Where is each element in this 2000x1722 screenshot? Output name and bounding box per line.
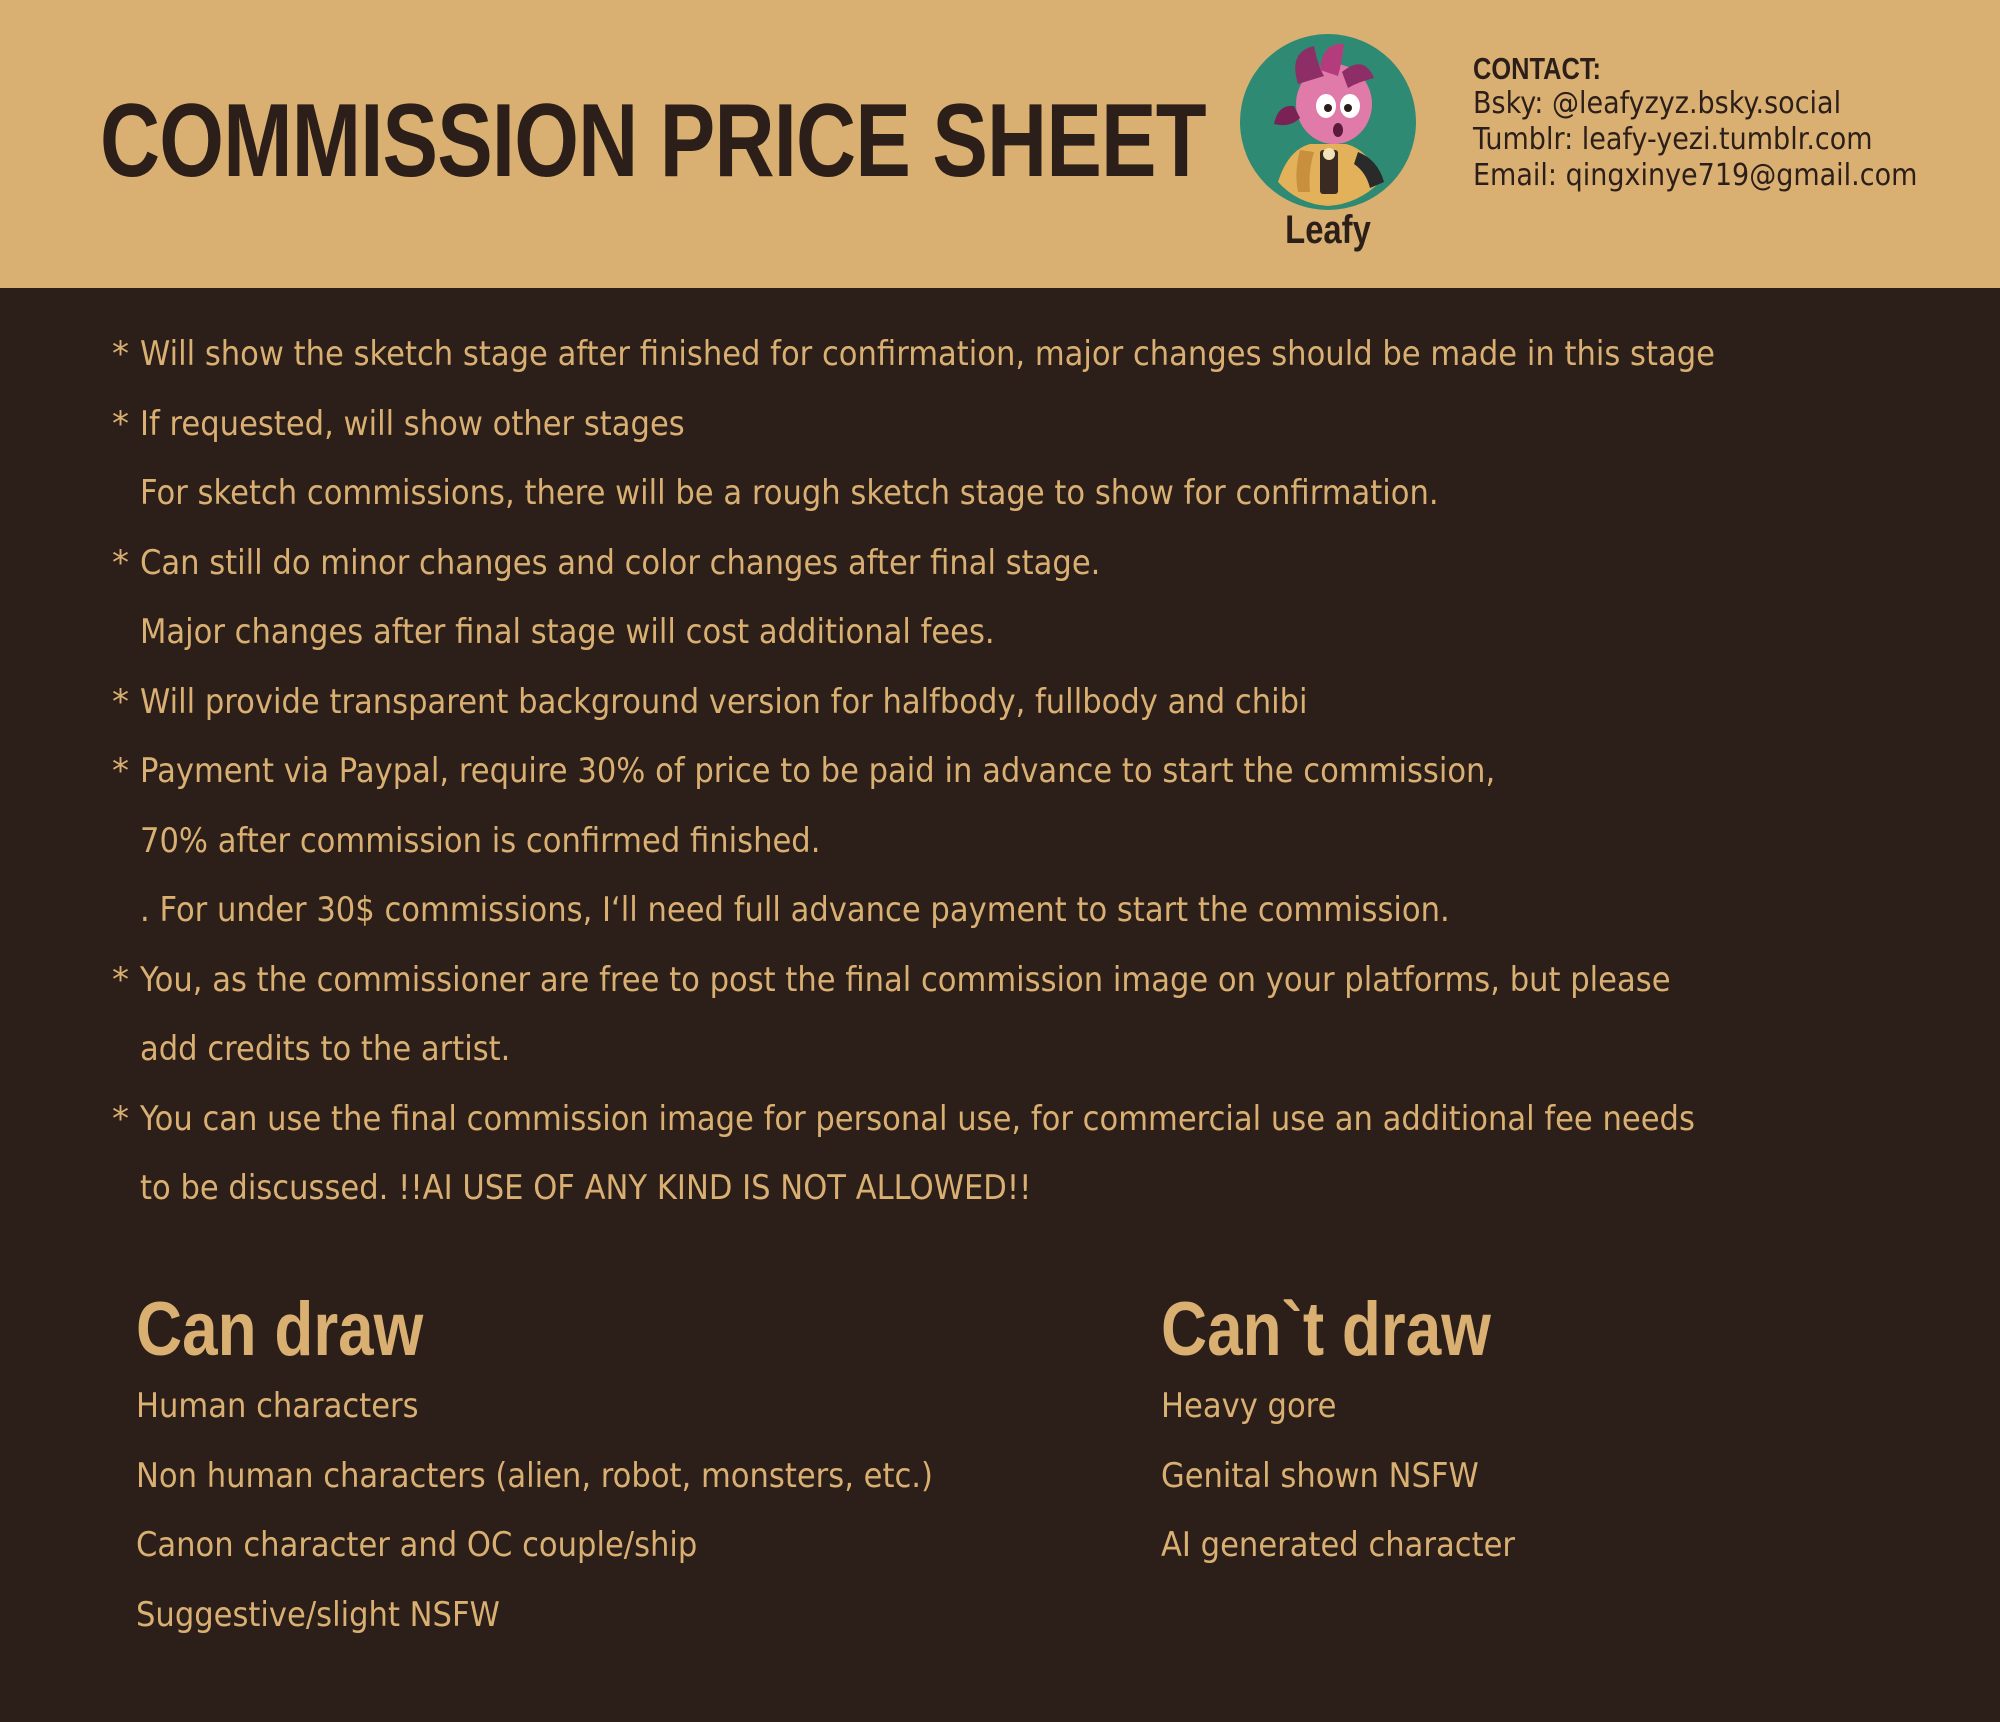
cant-draw-item: Heavy gore (1161, 1386, 1337, 1426)
rule-bullet: * (112, 334, 129, 374)
rule-line (112, 876, 1972, 946)
can-draw-heading: Can draw (136, 1287, 424, 1372)
can-draw-item: Canon character and OC couple/ship (136, 1525, 698, 1565)
cant-draw-section (1161, 1287, 1554, 1581)
cant-draw-item: AI generated character (1161, 1525, 1515, 1565)
rule-bullet: * (112, 959, 129, 1000)
rule-text: Will show the sketch stage after finished for confirmation, major changes should be made in this stage (140, 334, 1715, 374)
can-draw-item: Suggestive/slight NSFW (136, 1594, 500, 1635)
rule-text: Payment via Paypal, require 30% of price to be paid in advance to start the commission, (140, 751, 1496, 791)
rule-line (112, 390, 1972, 460)
avatar-name-label: Leafy (1285, 208, 1371, 252)
rule-line (112, 1015, 1972, 1085)
header-band (0, 0, 2000, 288)
rule-text: Major changes after final stage will cost additional fees. (140, 612, 995, 652)
rules-list (112, 320, 1972, 1224)
rule-text: For sketch commissions, there will be a rough sketch stage to show for confirmation. (140, 473, 1439, 513)
rule-line (112, 598, 1972, 668)
rule-line (112, 946, 1972, 1016)
rule-bullet: * (112, 542, 129, 583)
rule-line (112, 1085, 1972, 1155)
can-draw-item: Human characters (136, 1386, 419, 1426)
rule-text: You can use the final commission image for personal use, for commercial use an additional fee needs (140, 1098, 1695, 1139)
contact-heading: CONTACT: (1473, 51, 1602, 86)
cant-draw-item: Genital shown NSFW (1161, 1455, 1479, 1496)
contact-block (1473, 52, 1967, 194)
contact-bsky: Bsky: @leafyzyz.bsky.social (1473, 86, 1842, 121)
rule-line (112, 320, 1972, 390)
leafy-character-avatar-icon (1238, 32, 1418, 212)
contact-tumblr: Tumblr: leafy-yezi.tumblr.com (1473, 122, 1873, 157)
rule-line (112, 737, 1972, 807)
rule-text: You, as the commissioner are free to post the final commission image on your platforms, but please (140, 959, 1671, 1000)
page-title: COMMISSION PRICE SHEET (100, 83, 1206, 199)
rule-line (112, 1154, 1972, 1224)
rule-text: Will provide transparent background version for halfbody, fullbody and chibi (140, 681, 1308, 722)
rule-bullet: * (112, 1098, 129, 1139)
rule-line (112, 459, 1972, 529)
rule-text: 70% after commission is confirmed finished. (140, 820, 821, 861)
rule-bullet: * (112, 681, 129, 722)
rule-line (112, 529, 1972, 599)
rule-line (112, 807, 1972, 877)
rule-bullet: * (112, 751, 129, 791)
rule-text: . For under 30$ commissions, I‘ll need full advance payment to start the commission. (140, 890, 1450, 930)
rule-text: Can still do minor changes and color changes after final stage. (140, 542, 1101, 583)
can-draw-item: Non human characters (alien, robot, monsters, etc.) (136, 1455, 933, 1496)
rule-bullet: * (112, 403, 129, 444)
rule-text: If requested, will show other stages (140, 403, 685, 444)
contact-email: Email: qingxinye719@gmail.com (1473, 158, 1918, 193)
can-draw-section (136, 1287, 1022, 1650)
rule-text: to be discussed. !!AI USE OF ANY KIND IS NOT ALLOWED!! (140, 1168, 1032, 1208)
cant-draw-heading: Can`t draw (1161, 1287, 1491, 1372)
rule-line (112, 668, 1972, 738)
rule-text: add credits to the artist. (140, 1029, 511, 1069)
